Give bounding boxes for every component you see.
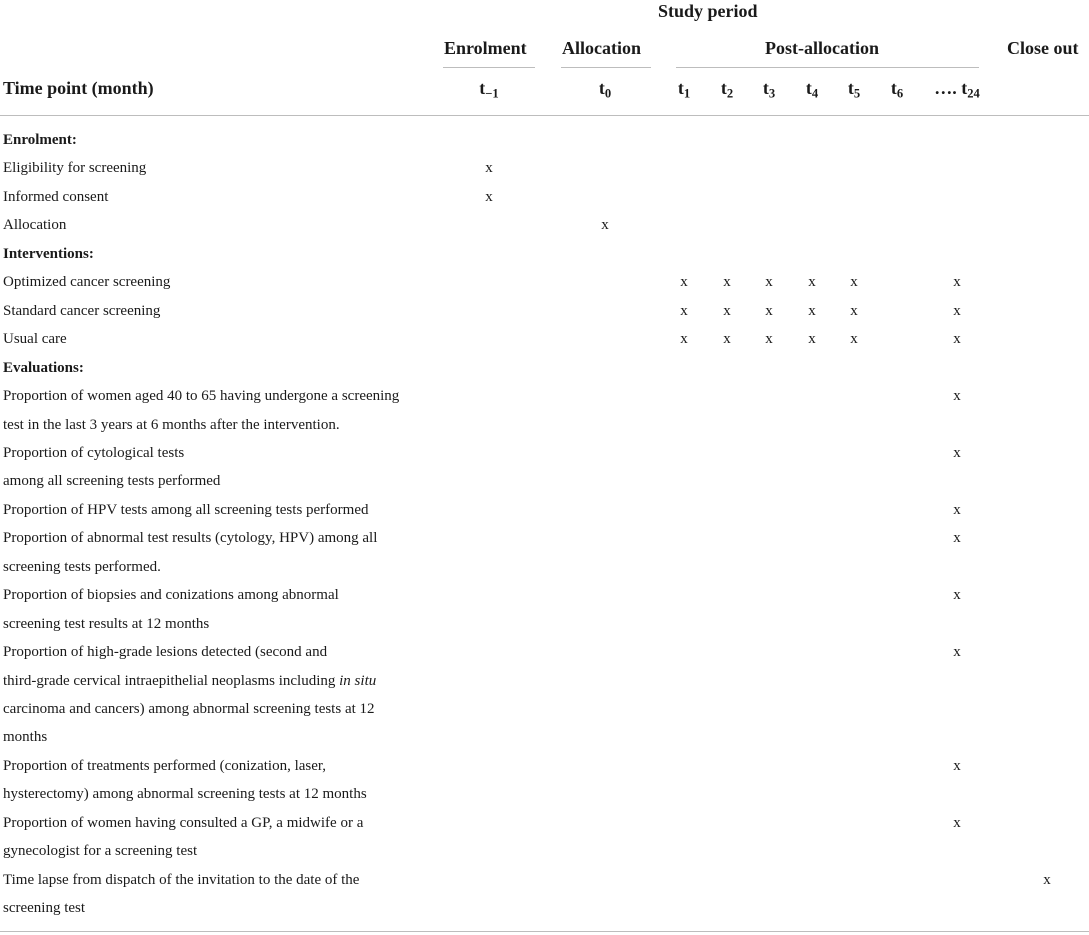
timepoint-subscript: −1: [485, 86, 499, 101]
row-label: [3, 411, 340, 439]
section-heading: [3, 354, 84, 382]
row-label: [3, 211, 66, 239]
timepoint-symbol: t: [847, 78, 854, 98]
schedule-mark-t2: x: [723, 274, 731, 291]
schedule-mark-t24: x: [953, 644, 961, 661]
row-label: [3, 154, 146, 182]
row-label: [3, 638, 327, 666]
timepoint-subscript: 0: [604, 86, 612, 101]
timepoint-symbol: …. t: [934, 78, 968, 98]
schedule-mark-t24: x: [953, 302, 961, 319]
schedule-mark-t5: x: [850, 331, 858, 348]
row-label-text: Eligibility for screening: [3, 160, 147, 177]
timepoint-symbol: t: [598, 78, 605, 98]
enrolment-underline: [443, 67, 535, 68]
timepoint-symbol: t: [762, 78, 769, 98]
schedule-mark-t24: x: [953, 587, 961, 604]
row-label: [3, 297, 160, 325]
row-label: [3, 496, 369, 524]
row-label-text: Enrolment:: [3, 132, 77, 148]
schedule-mark-t4: x: [808, 274, 816, 291]
row-label-text: hysterectomy) among abnormal screening tests at 12 months: [3, 786, 367, 803]
post-allocation-header: Post-allocation: [765, 38, 879, 58]
row-label: [3, 439, 184, 467]
schedule-mark-t24: x: [953, 530, 961, 547]
allocation-underline: [561, 67, 651, 68]
timepoint-t-1: [449, 78, 529, 99]
row-label-text: Interventions:: [3, 245, 94, 262]
row-label-text: Proportion of women aged 40 to 65 having undergone a screening: [3, 388, 400, 405]
bottom-rule: [0, 931, 1089, 932]
row-label-text: Optimized cancer screening: [3, 274, 171, 291]
row-label-text: among all screening tests performed: [3, 473, 221, 490]
row-label: [3, 553, 161, 581]
timepoint-symbol: t: [720, 78, 727, 98]
schedule-mark-t24: x: [953, 388, 961, 405]
schedule-mark-t1: x: [680, 274, 688, 291]
schedule-mark-t3: x: [765, 331, 773, 348]
schedule-mark-t-1: x: [485, 188, 493, 205]
post-allocation-underline: [676, 67, 979, 68]
row-label: [3, 183, 108, 211]
timepoint-symbol: t: [677, 78, 684, 98]
row-label: [3, 524, 377, 552]
allocation-header: Allocation: [562, 38, 641, 58]
row-label-text: Time lapse from dispatch of the invitation to the date of the: [3, 871, 360, 888]
schedule-mark-t4: x: [808, 331, 816, 348]
row-label-text: Proportion of cytological tests: [3, 444, 185, 461]
timepoint-t24: [917, 78, 997, 99]
time-point-header: Time point (month): [3, 78, 154, 98]
schedule-mark-t2: x: [723, 302, 731, 319]
row-label-text: screening test results at 12 months: [3, 615, 210, 632]
row-label-text: Informed consent: [3, 188, 109, 205]
schedule-mark-t24: x: [953, 444, 961, 461]
header-rule: [0, 115, 1089, 116]
schedule-mark-t24: x: [953, 814, 961, 831]
row-label: [3, 723, 47, 751]
row-label-text: gynecologist for a screening test: [3, 843, 198, 860]
study-period-header: Study period: [658, 1, 758, 21]
section-heading: [3, 240, 94, 268]
row-label: [3, 268, 170, 296]
row-label: [3, 695, 375, 723]
row-label: [3, 837, 197, 865]
schedule-mark-close: x: [1043, 871, 1051, 888]
row-label: [3, 610, 209, 638]
row-label-text: screening test: [3, 900, 86, 917]
timepoint-subscript: 1: [683, 86, 691, 101]
timepoint-subscript: 4: [811, 86, 819, 101]
row-label-text: Proportion of biopsies and conizations among abnormal: [3, 587, 339, 604]
schedule-mark-t24: x: [953, 757, 961, 774]
row-label: [3, 809, 363, 837]
row-label: [3, 752, 326, 780]
timepoint-symbol: t: [805, 78, 812, 98]
row-label-text: Proportion of HPV tests among all screening tests performed: [3, 501, 369, 518]
timepoint-symbol: t: [890, 78, 897, 98]
schedule-mark-t2: x: [723, 331, 731, 348]
row-label: [3, 325, 67, 353]
timepoint-subscript: 2: [726, 86, 734, 101]
row-label-text: test in the last 3 years at 6 months after the intervention.: [3, 416, 340, 433]
timepoint-subscript: 5: [853, 86, 861, 101]
row-label: [3, 581, 339, 609]
schedule-mark-t4: x: [808, 302, 816, 319]
schedule-mark-t5: x: [850, 302, 858, 319]
italic-term: in situ: [339, 672, 377, 689]
schedule-mark-t3: x: [765, 302, 773, 319]
timepoint-subscript: 6: [896, 86, 904, 101]
row-label-text: Usual care: [3, 331, 67, 348]
row-label-text: Proportion of treatments performed (conization, laser,: [3, 757, 327, 774]
schedule-mark-t0: x: [601, 217, 609, 234]
timepoint-subscript: 24: [967, 86, 980, 101]
row-label-text: screening tests performed.: [3, 558, 161, 575]
timepoint-subscript: 3: [768, 86, 776, 101]
row-label: [3, 780, 367, 808]
row-label-text: months: [3, 729, 48, 746]
row-label-text: Allocation: [3, 217, 67, 234]
schedule-mark-t3: x: [765, 274, 773, 291]
schedule-mark-t-1: x: [485, 160, 493, 177]
section-heading: [3, 126, 77, 154]
row-label: [3, 382, 399, 410]
schedule-mark-t24: x: [953, 501, 961, 518]
timepoint-t0: [565, 78, 645, 99]
row-label-text: Proportion of high-grade lesions detected (second and: [3, 644, 328, 661]
row-label: [3, 667, 376, 695]
row-label-text: Proportion of abnormal test results (cytology, HPV) among all: [3, 530, 378, 547]
row-label-text: Evaluations:: [3, 359, 84, 376]
timepoint-symbol: t: [479, 78, 486, 98]
row-label: [3, 467, 220, 495]
schedule-mark-t5: x: [850, 274, 858, 291]
row-label-text: third-grade cervical intraepithelial neoplasms including: [3, 672, 336, 689]
schedule-mark-t1: x: [680, 302, 688, 319]
schedule-mark-t1: x: [680, 331, 688, 348]
close-out-header: Close out: [1007, 38, 1079, 58]
row-label-text: Standard cancer screening: [3, 302, 161, 319]
row-label-text: carcinoma and cancers) among abnormal screening tests at 12: [3, 701, 375, 717]
row-label-text: Proportion of women having consulted a GP, a midwife or a: [3, 814, 364, 831]
row-label: [3, 866, 359, 894]
schedule-mark-t24: x: [953, 331, 961, 348]
schedule-mark-t24: x: [953, 274, 961, 291]
enrolment-header: Enrolment: [444, 38, 527, 58]
row-label: [3, 894, 85, 922]
